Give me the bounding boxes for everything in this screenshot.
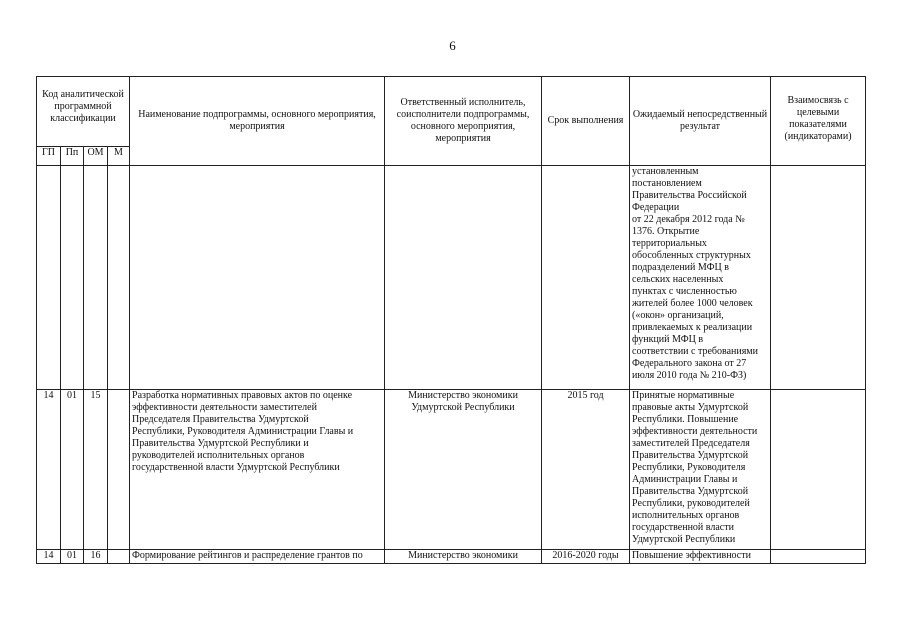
cell-om	[84, 166, 108, 390]
name-header: Наименование подпрограммы, основного мероприятия, мероприятия	[130, 77, 385, 166]
cell-name	[130, 166, 385, 390]
program-table	[36, 76, 866, 564]
cell-executor	[385, 166, 542, 390]
cell-executor: Министерство экономики	[385, 550, 542, 564]
cell-result: установленным постановлением Правительства Российской Федерации от 22 декабря 2012 года № 1376. Открытие территориальных обособленных структурных подразделений МФЦ в сельских населенных пунктах с численностью жителей более 1000 человек («окон» организаций, привлекаемых к реализации функций МФЦ в соответствии с требованиями Федерального закона от 27 июля 2010 года № 210-ФЗ)	[630, 166, 771, 390]
cell-indicators	[771, 390, 866, 550]
cell-executor: Министерство экономики Удмуртской Республики	[385, 390, 542, 550]
table-row	[37, 390, 866, 550]
code-om-header: ОМ	[84, 147, 108, 166]
table-header-row	[37, 77, 866, 147]
cell-pp	[61, 166, 84, 390]
code-pp-header: Пп	[61, 147, 84, 166]
table-row	[37, 166, 866, 390]
cell-result: Повышение эффективности	[630, 550, 771, 564]
cell-term	[542, 166, 630, 390]
cell-gp: 14	[37, 390, 61, 550]
code-group-header: Код аналитической программной классификации	[37, 77, 130, 147]
cell-term: 2015 год	[542, 390, 630, 550]
cell-m	[108, 390, 130, 550]
executor-header: Ответственный исполнитель, соисполнители подпрограммы, основного мероприятия, мероприятия	[385, 77, 542, 166]
code-m-header: М	[108, 147, 130, 166]
cell-gp	[37, 166, 61, 390]
cell-name: Разработка нормативных правовых актов по оценке эффективности деятельности заместителей Председателя Правительства Удмуртской Республики, Руководителя Администрации Главы и Правительства Удмуртской Республики и руководителей исполнительных органов государственной власти Удмуртской Республики	[130, 390, 385, 550]
cell-name: Формирование рейтингов и распределение грантов по	[130, 550, 385, 564]
cell-m	[108, 550, 130, 564]
page-number: 6	[449, 38, 456, 53]
cell-pp: 01	[61, 550, 84, 564]
cell-indicators	[771, 550, 866, 564]
code-gp-header: ГП	[37, 147, 61, 166]
result-header: Ожидаемый непосредственный результат	[630, 77, 771, 166]
cell-gp: 14	[37, 550, 61, 564]
table-row	[37, 550, 866, 564]
cell-result: Принятые нормативные правовые акты Удмуртской Республики. Повышение эффективности деятельности заместителей Председателя Правительства Удмуртской Республики, Руководителя Администрации Главы и Правительства Удмуртской Республики, руководителей исполнительных органов государственной власти Удмуртской Республики	[630, 390, 771, 550]
cell-pp: 01	[61, 390, 84, 550]
cell-om: 16	[84, 550, 108, 564]
cell-om: 15	[84, 390, 108, 550]
indicators-header: Взаимосвязь с целевыми показателями (индикаторами)	[771, 77, 866, 166]
cell-term: 2016-2020 годы	[542, 550, 630, 564]
term-header: Срок выполнения	[542, 77, 630, 166]
cell-indicators	[771, 166, 866, 390]
cell-m	[108, 166, 130, 390]
